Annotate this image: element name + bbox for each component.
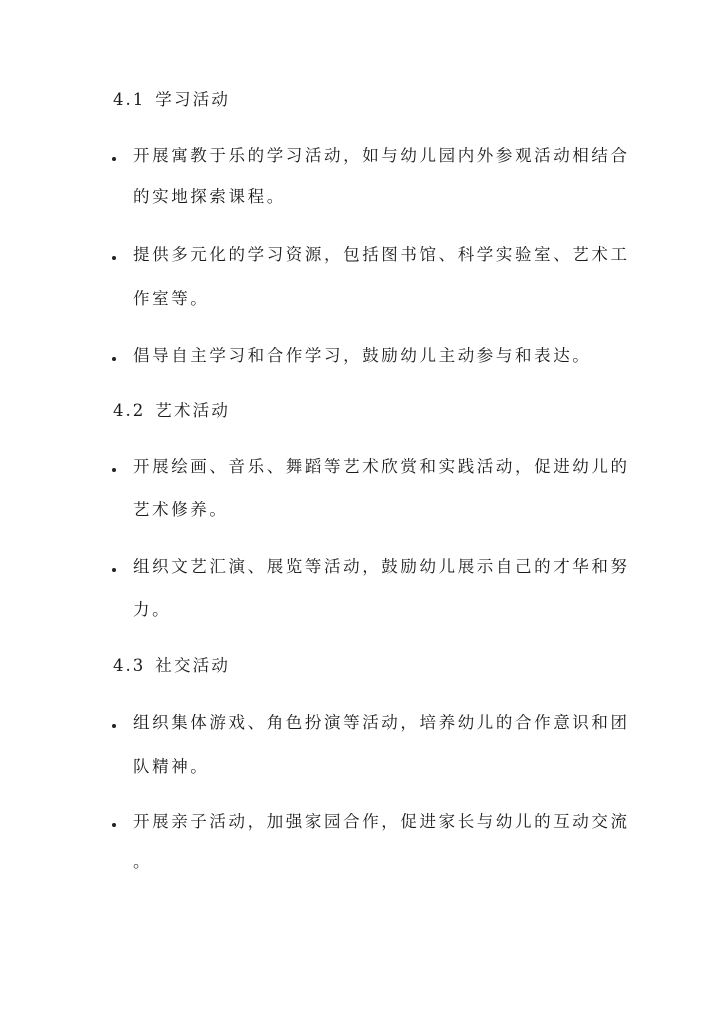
bullet-icon [112, 468, 116, 472]
list-item-line: 力。 [133, 600, 172, 619]
list-item-line: 队精神。 [133, 757, 210, 776]
list-item-line: 提供多元化的学习资源，包括图书馆、科学实验室、艺术工 [133, 245, 630, 264]
section-title: 艺术活动 [155, 401, 231, 420]
list-item-line: 开展绘画、音乐、舞蹈等艺术欣赏和实践活动，促进幼儿的 [133, 457, 630, 476]
list-item-line: 作室等。 [133, 289, 210, 308]
section-title: 学习活动 [155, 90, 231, 109]
section-number: 4.3 [113, 656, 146, 675]
section-number: 4.2 [113, 401, 146, 420]
section-heading-4-3 [113, 655, 230, 677]
list-item-line: 组织集体游戏、角色扮演等活动，培养幼儿的合作意识和团 [133, 713, 630, 732]
list-item-line: 开展亲子活动，加强家园合作，促进家长与幼儿的互动交流 [133, 812, 630, 831]
list-item-line: 艺术修养。 [133, 500, 229, 519]
bullet-icon [112, 568, 116, 572]
list-item-line: 。 [133, 852, 153, 871]
bullet-icon [112, 823, 116, 827]
bullet-icon [112, 357, 116, 361]
bullet-icon [112, 256, 116, 260]
list-item-line: 开展寓教于乐的学习活动，如与幼儿园内外参观活动相结合 [133, 146, 630, 165]
bullet-icon [112, 157, 116, 161]
section-title: 社交活动 [155, 656, 231, 675]
section-number: 4.1 [113, 90, 146, 109]
section-heading-4-1 [113, 89, 230, 111]
list-item-line: 倡导自主学习和合作学习，鼓励幼儿主动参与和表达。 [133, 346, 592, 365]
section-heading-4-2 [113, 400, 230, 422]
bullet-icon [112, 724, 116, 728]
list-item-line: 组织文艺汇演、展览等活动，鼓励幼儿展示自己的才华和努 [133, 557, 630, 576]
list-item-line: 的实地探索课程。 [133, 187, 286, 206]
